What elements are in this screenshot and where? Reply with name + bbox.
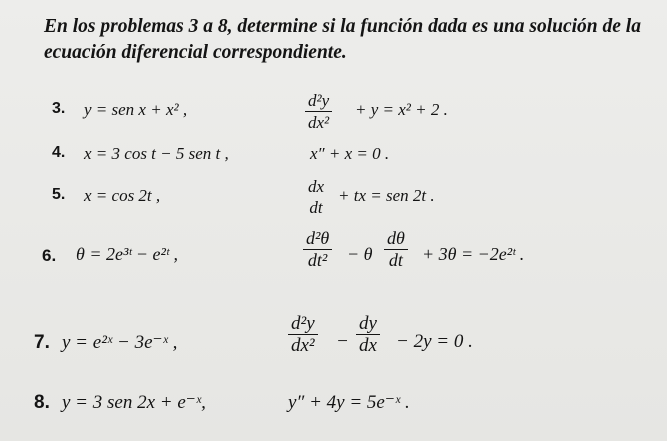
- problem-solution: y = 3 sen 2x + e⁻ˣ,: [62, 392, 206, 413]
- differential-equation: x″ + x = 0 .: [310, 144, 390, 163]
- problem-6: [0, 228, 667, 288]
- fraction-numerator: d²y: [288, 313, 318, 335]
- derivative-fraction: [305, 176, 327, 218]
- fraction-denominator: dx²: [308, 113, 330, 132]
- derivative-fraction: [384, 228, 408, 271]
- problem-number: 4.: [52, 144, 66, 161]
- derivative-fraction: [305, 90, 332, 133]
- fraction-numerator: dθ: [384, 228, 408, 250]
- problem-number: 8.: [34, 392, 50, 413]
- fraction-numerator: dy: [356, 313, 380, 335]
- problem-8: [0, 380, 667, 440]
- problem-number: 3.: [52, 100, 66, 117]
- equation-rest: + tx = sen 2t .: [338, 186, 435, 205]
- problem-5: [0, 174, 667, 234]
- problem-solution: θ = 2e³ᵗ − e²ᵗ ,: [76, 244, 178, 264]
- problem-instructions: En los problemas 3 a 8, determine si la función dada es una solución de la ecuación diferencial correspondiente.: [44, 16, 641, 63]
- problem-solution: x = cos 2t ,: [84, 186, 161, 205]
- fraction-denominator: dt: [388, 250, 403, 270]
- problem-number: 5.: [52, 186, 66, 203]
- equation-rest: − 2y = 0 .: [396, 331, 473, 352]
- fraction-denominator: dt: [309, 198, 323, 217]
- fraction-denominator: dt²: [307, 250, 328, 270]
- equation-rest: + 3θ = −2e²ᵗ .: [422, 244, 525, 264]
- problem-solution: y = sen x + x² ,: [84, 100, 188, 119]
- equation-middle: − θ: [347, 244, 373, 264]
- fraction-numerator: d²θ: [303, 228, 332, 250]
- derivative-fraction: [356, 313, 380, 356]
- problem-3: [0, 90, 667, 150]
- differential-equation: y″ + 4y = 5e⁻ˣ .: [288, 392, 410, 413]
- problem-solution: x = 3 cos t − 5 sen t ,: [84, 144, 229, 163]
- fraction-numerator: dx: [308, 177, 325, 196]
- problem-number: 7.: [34, 332, 50, 353]
- fraction-numerator: d²y: [305, 90, 332, 112]
- derivative-fraction: [303, 228, 332, 271]
- equation-rest: + y = x² + 2 .: [355, 100, 448, 119]
- problem-7: [0, 312, 667, 372]
- equation-middle: −: [336, 331, 349, 352]
- problem-solution: y = e²ˣ − 3e⁻ˣ ,: [62, 332, 178, 353]
- derivative-fraction: [288, 313, 318, 356]
- fraction-denominator: dx: [359, 335, 377, 356]
- fraction-denominator: dx²: [291, 335, 315, 356]
- problem-number: 6.: [42, 246, 57, 265]
